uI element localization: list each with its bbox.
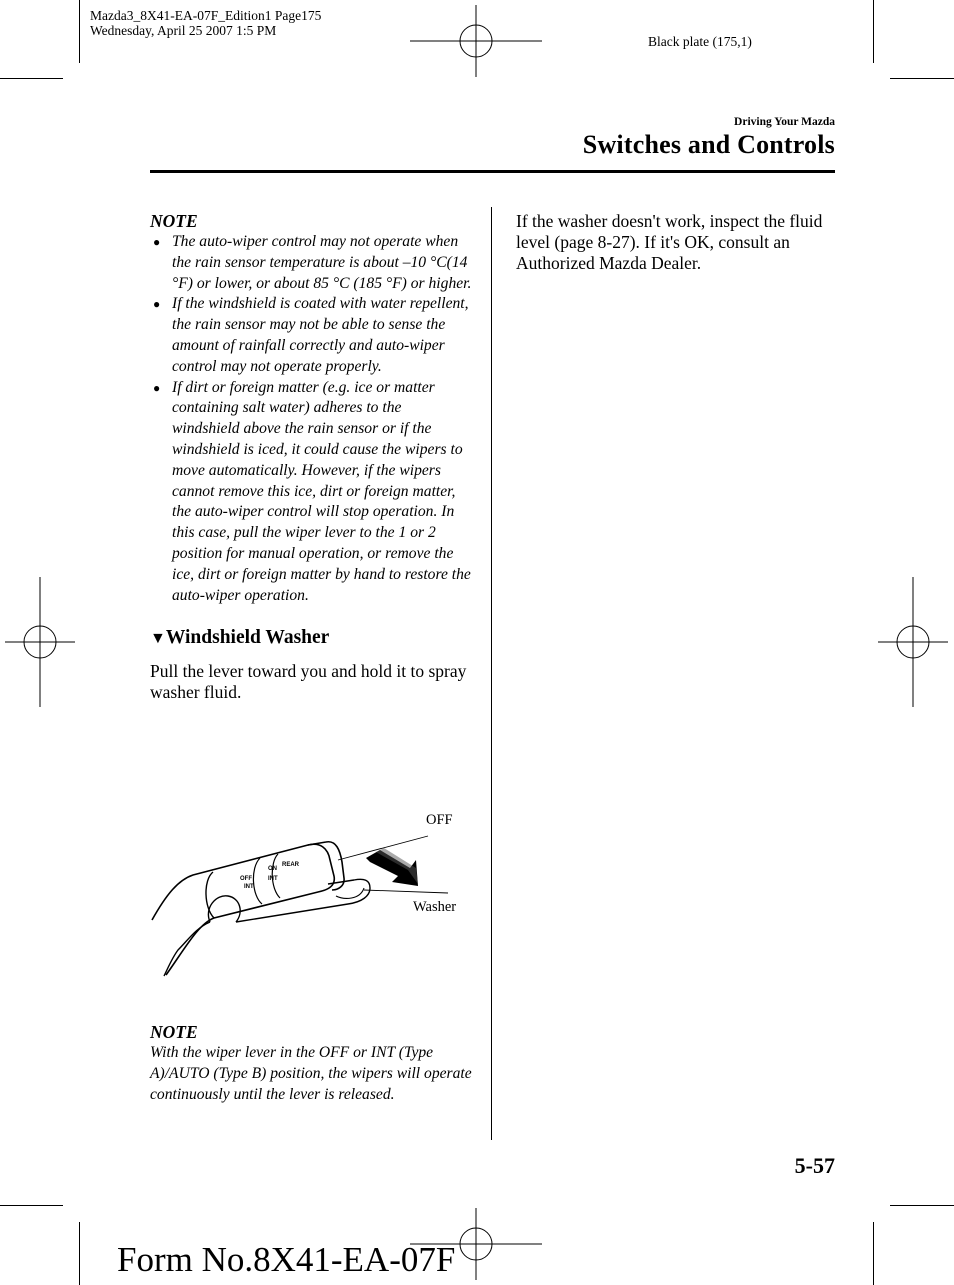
bullet-icon: ● (153, 380, 161, 395)
note-block-2 (150, 1021, 472, 1105)
form-number: Form No.8X41-EA-07F (117, 1240, 456, 1279)
note-bullet-list (150, 232, 472, 606)
wiper-lever-illustration (148, 800, 470, 1000)
note-bullet-text: If the windshield is coated with water repellent, the rain sensor may not be able to sense the amount of rainfall correctly and auto-wiper control may not operate properly. (172, 295, 469, 375)
print-job-info: Mazda3_8X41-EA-07F_Edition1 Page175 Wednesday, April 25 2007 1:5 PM (90, 8, 322, 38)
registration-mark-left (5, 577, 75, 707)
note-bullet (150, 294, 472, 377)
note-heading-2: NOTE (150, 1022, 198, 1042)
page-number: 5-57 (794, 1153, 835, 1178)
section-label: Driving Your Mazda (734, 116, 835, 128)
registration-mark-top (410, 5, 542, 77)
lever-marking-on: ON (268, 866, 277, 872)
note-bullet (150, 378, 472, 607)
note-heading: NOTE (150, 211, 198, 231)
crop-mark (873, 0, 874, 63)
registration-mark-right (878, 577, 948, 707)
crop-mark (0, 1205, 63, 1206)
crop-mark (79, 0, 80, 63)
label-washer: Washer (413, 899, 457, 915)
lever-marking-rear: REAR (282, 862, 300, 868)
left-column (150, 210, 472, 703)
windshield-washer-text: Pull the lever toward you and hold it to spray washer fluid. (150, 661, 467, 703)
note-bullet-text: The auto-wiper control may not operate when the rain sensor temperature is about –10 °C(14 °F) or lower, or about 85 °C (185 °F) or higher. (172, 233, 472, 292)
crop-mark (890, 1205, 954, 1206)
windshield-washer-heading (150, 626, 472, 651)
title-rule (150, 170, 835, 173)
crop-mark (0, 78, 63, 79)
column-divider (491, 207, 492, 1140)
crop-mark (79, 1222, 80, 1285)
right-column-text: If the washer doesn't work, inspect the fluid level (page 8-27). If it's OK, consult an Authorized Mazda Dealer. (516, 211, 823, 273)
bullet-icon: ● (153, 297, 161, 312)
bullet-icon: ● (153, 235, 161, 249)
windshield-washer-heading-text: Windshield Washer (165, 627, 330, 649)
note-text-2: With the wiper lever in the OFF or INT (Type A)/AUTO (Type B) position, the wipers will operate continuously until the lever is released. (150, 1044, 472, 1103)
lever-marking-int: INT (244, 884, 254, 890)
plate-label: Black plate (175,1) (648, 34, 752, 49)
note-bullet-text: If dirt or foreign matter (e.g. ice or matter containing salt water) adheres to the windshield above the rain sensor or if the windshield is iced, it could cause the wipers to move automatically. However, if the wipers cannot remove this ice, dirt or foreign matter, the auto-wiper control will stop operation. In this case, pull the wiper lever to the 1 or 2 position for manual operation, or remove the ice, dirt or foreign matter by hand to restore the auto-wiper operation. (172, 378, 471, 604)
crop-mark (890, 78, 954, 79)
page-title: Switches and Controls (582, 130, 835, 159)
lever-marking-int-2: INT (268, 876, 278, 882)
note-bullet (150, 232, 472, 294)
triangle-down-icon: ▼ (150, 630, 166, 648)
lever-marking-off: OFF (240, 876, 252, 882)
label-off: OFF (426, 812, 453, 828)
crop-mark (873, 1222, 874, 1285)
